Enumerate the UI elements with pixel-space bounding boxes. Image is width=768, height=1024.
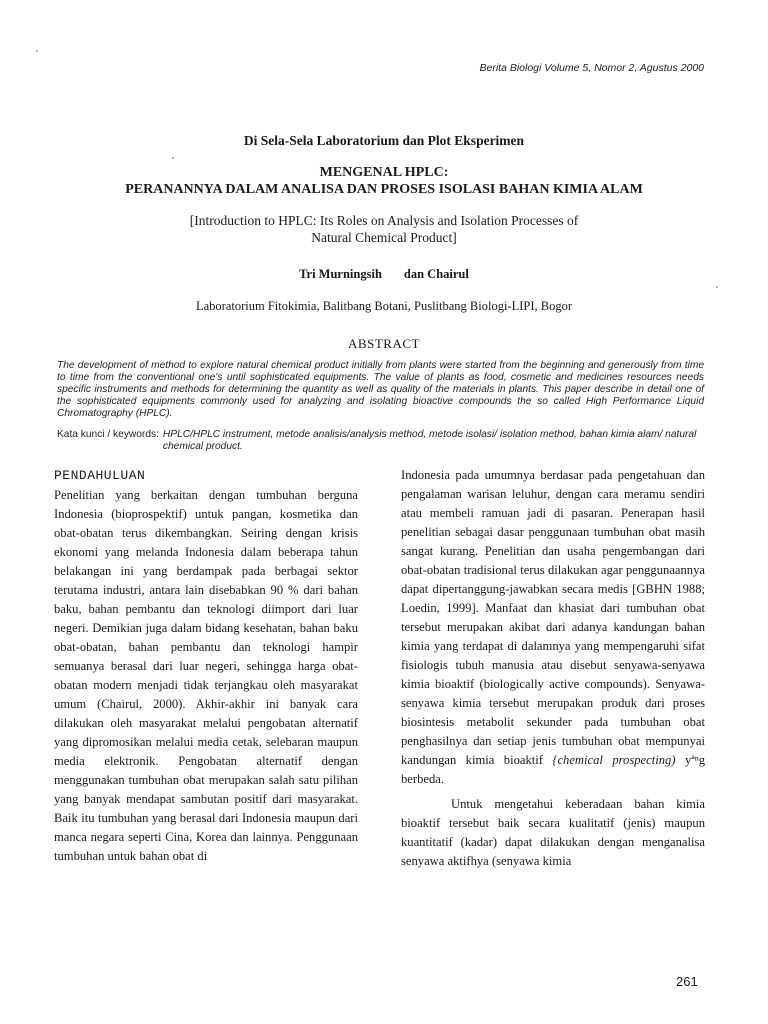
introduction-heading: PENDAHULUAN [54, 468, 146, 483]
article-title-line-2: PERANANNYA DALAM ANALISA DAN PROSES ISOLASI BAHAN KIMIA ALAM [125, 182, 643, 197]
author-1: Tri Murningsih [299, 267, 382, 281]
english-title-line-1: [Introduction to HPLC: Its Roles on Analysis and Isolation Processes of [189, 213, 579, 228]
abstract-heading: ABSTRACT [348, 336, 420, 351]
left-column [54, 466, 358, 866]
scan-speck [172, 157, 174, 159]
keywords [57, 429, 704, 453]
right-paragraph-1-text: Indonesia pada umumnya berdasar pada pengetahuan dan pengalaman warisan leluhur, dengan cara meramu sendiri atau membeli ramuan jadi di pasaran. Penerapan hasil penelitian sebagai dasar penggunaan tumbuhan obat masih sangat kurang. Penelitian dan usaha pengembangan dari obat-obatan tradisional terus dilakukan agar penggunaannya dapat dipertanggung-jawabkan secara medis [GBHN 1988; Loedin, 1999]. Manfaat dan khasiat dari tumbuhan obat tersebut merupakan akibat dari adanya kandungan bahan kimia yang terdapat di dalamnya yang mempengaruhi sifat fisiologis tubuh manusia atau disebut senyawa-senyawa kimia bioaktif (biologically active compounds). Senyawa-senyawa kimia tersebut merupakan produk dari proses biosintesis metabolit sekunder pada tumbuhan obat penghasilnya dan setiap jenis tumbuhan obat mempunyai kandungan kimia bioaktif [401, 468, 705, 767]
author-2: dan Chairul [403, 267, 469, 281]
right-column [401, 466, 705, 871]
abstract-body: The development of method to explore natural chemical product initially from plants were started from the beginning and generously from time to time from the conventional one's until sophisticated equipments. The value of plants as food, cosmetic and medicines resources needs specific instruments and methods for determining the quantity as well as quality of the materials in plants. This paper describe in detail one of the sophisticated equipments commonly used for analyzing and isolating bioactive compounds the so called High Performance Liquid Chromatography (HPLC). [57, 360, 704, 419]
scan-speck [36, 50, 38, 52]
right-paragraph-1 [401, 466, 705, 789]
article-title-line-1: MENGENAL HPLC: [319, 165, 449, 180]
right-paragraph-2: Untuk mengetahui keberadaan bahan kimia bioaktif tersebut baik secara kualitatif (jenis) maupun kuantitatif (kadar) dapat dilakukan dengan menganalisa senyawa aktifhya (senyawa kimia [401, 797, 705, 868]
keywords-label: Kata kunci / keywords: [57, 429, 159, 440]
english-title-line-2: Natural Chemical Product] [311, 230, 457, 245]
article-title [0, 164, 768, 198]
right-paragraph-1-end: yªⁿg berbeda. [401, 753, 705, 786]
section-title: Di Sela-Sela Laboratorium dan Plot Eksperimen [243, 133, 525, 148]
authors [0, 267, 768, 282]
english-title [130, 212, 638, 246]
affiliation: Laboratorium Fitokimia, Balitbang Botani, Puslitbang Biologi-LIPI, Bogor [195, 299, 572, 313]
running-head: Berita Biologi Volume 5, Nomor 2, Agustus 2000 [479, 62, 704, 74]
scan-speck [716, 286, 718, 288]
right-paragraph-1-italic: {chemical prospecting) [552, 753, 676, 767]
page-number: 261 [676, 974, 698, 989]
keywords-value: HPLC/HPLC instrument, metode analisis/analysis method, metode isolasi/ isolation method, bahan kimia alam/ natural chemical product. [162, 429, 697, 452]
introduction-paragraph: Penelitian yang berkaitan dengan tumbuhan berguna Indonesia (bioprospektif) untuk pangan, kosmetika dan obat-obatan terus dikembangkan. Seiring dengan krisis ekonomi yang melanda Indonesia dalam beberapa tahun belakangan ini yang berdampak pada berbagai sektor terutama industri, antara lain disebabkan 90 % dari bahan baku, bahan pembantu dan teknologi diimport dari luar negeri. Demikian juga dalam bidang kesehatan, bahan baku obat-obatan, bahan pembantu dan teknologi hampir semuanya berasal dari luar negeri, sehingga harga obat-obatan modern menjadi tidak terjangkau oleh masyarakat umum (Chairul, 2000). Akhir-akhir ini banyak cara dilakukan oleh masyarakat melalui pengobatan alternatif yang dipromosikan melalui media cetak, selebaran maupun media elektronik. Pengobatan alternatif dengan menggunakan tumbuhan obat merupakan salah satu pilihan yang banyak mendapat sambutan positif dari masyarakat. Baik itu tumbuhan yang berasal dari Indonesia maupun dari manca negara seperti Cina, Korea dan lainnya. Penggunaan tumbuhan untuk bahan obat di [54, 488, 358, 863]
